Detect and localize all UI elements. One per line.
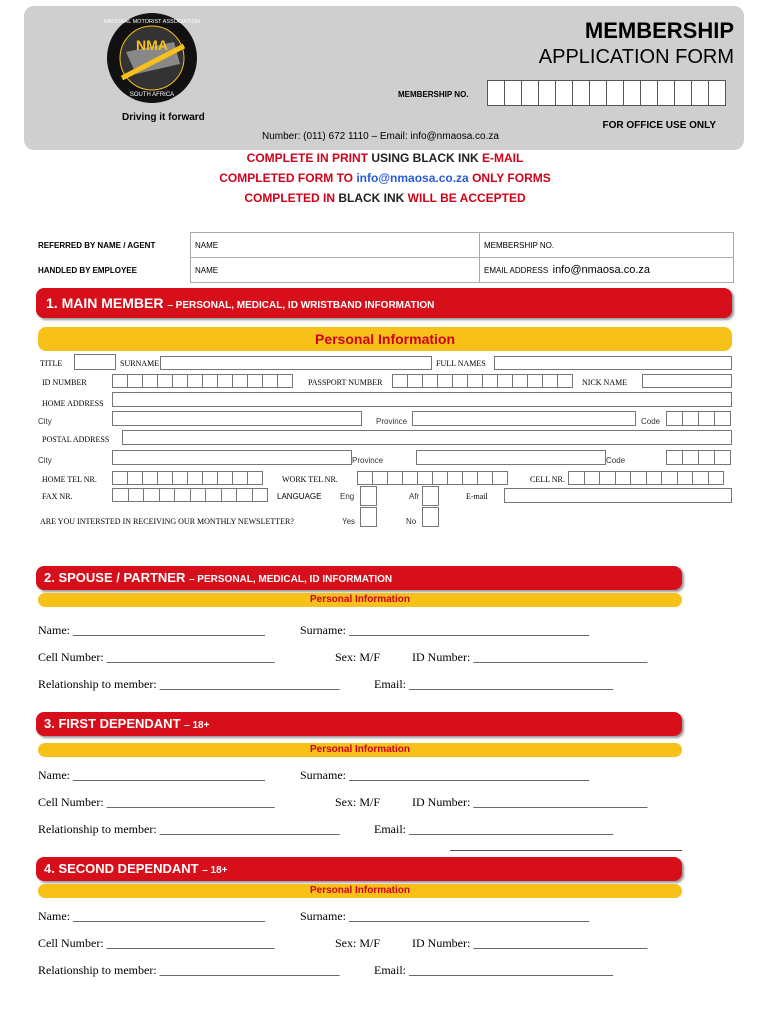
postal-province-input[interactable] [416, 450, 606, 465]
spouse-email-line[interactable]: Email: __________________________________ [374, 677, 613, 691]
dep2-name-line[interactable]: Name: ________________________________ [38, 909, 265, 923]
logo-bottom-text: SOUTH AFRICA [129, 92, 175, 98]
section-3-band: Personal Information [38, 743, 682, 757]
surname-cells[interactable] [160, 356, 431, 370]
work-tel-label: WORK TEL NR. [282, 475, 338, 484]
newsletter-no-checkbox[interactable] [422, 507, 439, 527]
postal-code-label: Code [606, 456, 626, 465]
section-4-header: 4. SECOND DEPENDANT – 18+ [36, 857, 682, 881]
dep1-id-line[interactable]: ID Number: _____________________________ [412, 795, 648, 809]
home-province-label: Province [376, 417, 408, 426]
spouse-relationship-line[interactable]: Relationship to member: ______________________________ [38, 677, 340, 691]
fax-cells[interactable] [112, 488, 267, 502]
membership-no-boxes[interactable] [487, 80, 725, 106]
spouse-surname-line[interactable]: Surname: ________________________________________ [300, 623, 589, 637]
passport-label: PASSPORT NUMBER [308, 378, 383, 387]
section-4-band: Personal Information [38, 884, 682, 898]
dep1-name-line[interactable]: Name: ________________________________ [38, 768, 265, 782]
dep2-id-line[interactable]: ID Number: _____________________________ [412, 936, 648, 950]
referral-table [34, 232, 734, 283]
membership-no-label: MEMBERSHIP NO. [398, 90, 469, 99]
postal-code-cells[interactable] [666, 450, 730, 465]
referred-membership-field[interactable]: MEMBERSHIP NO. [480, 233, 734, 258]
lang-eng-checkbox[interactable] [360, 486, 377, 506]
dep2-sex-label: Sex: M/F [335, 936, 381, 950]
dep2-surname-line[interactable]: Surname: ________________________________________ [300, 909, 589, 923]
handled-by-label: HANDLED BY EMPLOYEE [38, 265, 137, 275]
nick-name-label: NICK NAME [582, 378, 628, 387]
form-title: MEMBERSHIP [584, 18, 734, 43]
home-code-label: Code [641, 417, 661, 426]
spouse-cell-line[interactable]: Cell Number: ____________________________ [38, 650, 275, 664]
home-address-input[interactable] [112, 392, 732, 407]
postal-city-label: City [38, 456, 52, 465]
newsletter-question: ARE YOU INTERSTED IN RECEIVING OUR MONTHLY NEWSLETTER? [40, 517, 294, 526]
referred-by-label: REFERRED BY NAME / AGENT [38, 240, 156, 250]
office-use-label: FOR OFFICE USE ONLY [602, 120, 716, 131]
spouse-sex-label: Sex: M/F [335, 650, 381, 664]
newsletter-yes-checkbox[interactable] [360, 507, 377, 527]
newsletter-yes-label: Yes [342, 517, 356, 526]
spouse-id-line[interactable]: ID Number: _____________________________ [412, 650, 648, 664]
newsletter-no-label: No [406, 517, 417, 526]
postal-province-label: Province [352, 456, 384, 465]
cell-label: CELL NR. [530, 475, 565, 484]
handled-email-field[interactable]: EMAIL ADDRESS info@nmaosa.co.za [480, 258, 734, 283]
dep1-surname-line[interactable]: Surname: ________________________________________ [300, 768, 589, 782]
cell-cells[interactable] [568, 471, 723, 485]
surname-label: SURNAME [120, 359, 160, 368]
email-label: E-mail [466, 492, 488, 501]
passport-cells[interactable] [392, 374, 572, 388]
dep2-cell-line[interactable]: Cell Number: ____________________________ [38, 936, 275, 950]
section-1-header: 1. MAIN MEMBER – PERSONAL, MEDICAL, ID WRISTBAND INFORMATION [36, 288, 732, 318]
dep2-relationship-line[interactable]: Relationship to member: ______________________________ [38, 963, 340, 977]
fax-label: FAX NR. [42, 492, 73, 501]
instruction-line-2: COMPLETED FORM TO info@nmaosa.co.za ONLY FORMS [219, 171, 551, 185]
id-number-cells[interactable] [112, 374, 292, 388]
logo-text: NMA [136, 37, 168, 53]
postal-city-input[interactable] [112, 450, 352, 465]
home-city-input[interactable] [112, 411, 362, 426]
dep1-sex-label: Sex: M/F [335, 795, 381, 809]
postal-address-input[interactable] [122, 430, 732, 445]
title-label: TITLE [40, 359, 63, 368]
instruction-line-1: COMPLETE IN PRINT USING BLACK INK E-MAIL [246, 151, 524, 165]
home-province-input[interactable] [412, 411, 636, 426]
form-subtitle: APPLICATION FORM [538, 46, 734, 68]
spouse-name-line[interactable]: Name: ________________________________ [38, 623, 265, 637]
instruction-line-3: COMPLETED IN BLACK INK WILL BE ACCEPTED [244, 191, 526, 205]
home-address-label: HOME ADDRESS [42, 399, 104, 408]
divider-line [450, 850, 682, 851]
home-code-cells[interactable] [666, 411, 730, 426]
dep2-email-line[interactable]: Email: __________________________________ [374, 963, 613, 977]
dep1-cell-line[interactable]: Cell Number: ____________________________ [38, 795, 275, 809]
dep1-email-line[interactable]: Email: __________________________________ [374, 822, 613, 836]
handled-name-field[interactable]: NAME [191, 258, 480, 283]
logo-ring-text: NATIONAL MOTORIST ASSOCIATION [104, 19, 200, 25]
section-3-header: 3. FIRST DEPENDANT – 18+ [36, 712, 682, 736]
language-label: LANGUAGE [277, 492, 322, 501]
postal-address-label: POSTAL ADDRESS [42, 435, 110, 444]
email-input[interactable] [504, 488, 732, 503]
home-city-label: City [38, 417, 52, 426]
home-tel-label: HOME TEL NR. [42, 475, 97, 484]
lang-afr-label: Afr [409, 492, 420, 501]
section-2-band: Personal Information [38, 593, 682, 607]
dep1-relationship-line[interactable]: Relationship to member: ______________________________ [38, 822, 340, 836]
referred-name-field[interactable]: NAME [191, 233, 480, 258]
tagline: Driving it forward [122, 112, 205, 123]
section-2-header: 2. SPOUSE / PARTNER – PERSONAL, MEDICAL, ID INFORMATION [36, 566, 682, 590]
contact-info: Number: (011) 672 1110 – Email: info@nmaosa.co.za [262, 131, 499, 142]
lang-eng-label: Eng [340, 492, 355, 501]
title-input[interactable] [74, 354, 116, 370]
id-number-label: ID NUMBER [42, 378, 87, 387]
full-names-label: FULL NAMES [436, 359, 486, 368]
nma-logo [96, 12, 208, 104]
home-tel-cells[interactable] [112, 471, 262, 485]
section-1-band: Personal Information [38, 327, 732, 351]
nick-name-input[interactable] [642, 374, 732, 388]
lang-afr-checkbox[interactable] [422, 486, 439, 506]
full-names-input[interactable] [494, 356, 732, 370]
work-tel-cells[interactable] [357, 471, 507, 485]
